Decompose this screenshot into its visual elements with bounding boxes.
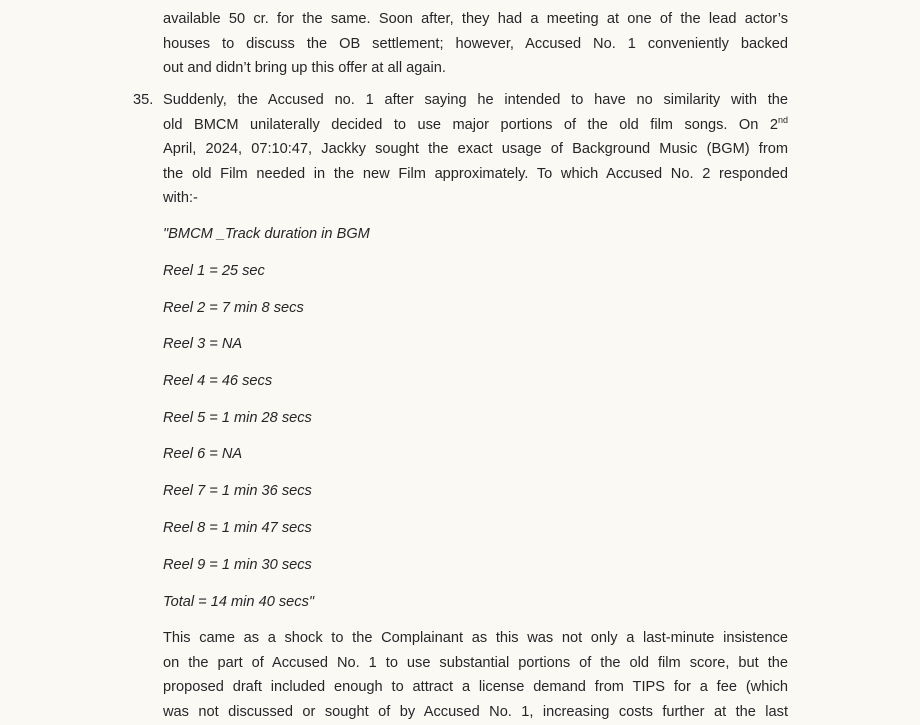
reel-line: Reel 5 = 1 min 28 secs: [163, 410, 312, 426]
quote-heading: "BMCM _Track duration in BGM: [163, 226, 370, 242]
reel-line: Reel 6 = NA: [163, 446, 243, 462]
reel-line: Reel 7 = 1 min 36 secs: [163, 483, 312, 499]
text-line: out and didn’t bring up this offer at all again.: [163, 60, 446, 77]
reel-line: Reel 2 = 7 min 8 secs: [163, 300, 304, 316]
text-line: proposed draft included enough to attract a license demand from TIPS for a fee (which: [163, 679, 788, 696]
text-line: on the part of Accused No. 1 to use substantial portions of the old film score, but the: [163, 654, 788, 671]
text-line: available 50 cr. for the same. Soon after, they had a meeting at one of the lead actor’s: [163, 11, 788, 27]
reel-line: Reel 1 = 25 sec: [163, 263, 265, 279]
text-line: with:-: [163, 190, 198, 207]
superscript: nd: [777, 114, 788, 125]
text-line: [163, 113, 788, 138]
paragraph-number: 35.: [133, 92, 154, 108]
reel-line: Reel 4 = 46 secs: [163, 373, 273, 389]
reel-line: Reel 9 = 1 min 30 secs: [163, 557, 312, 573]
text-line: the old Film needed in the new Film approximately. To which Accused No. 2 responded: [163, 165, 788, 182]
quote-total: Total = 14 min 40 secs": [163, 594, 315, 610]
text-line: houses to discuss the OB settlement; however, Accused No. 1 conveniently backed: [163, 35, 788, 52]
reel-line: Reel 3 = NA: [163, 336, 243, 352]
paragraph-35: [163, 88, 788, 211]
continuation-paragraph: [163, 7, 788, 81]
text-line: Suddenly, the Accused no. 1 after saying he intended to have no similarity with the: [163, 92, 788, 108]
text-line: April, 2024, 07:10:47, Jackky sought the exact usage of Background Music (BGM) from: [163, 141, 788, 158]
text-line: This came as a shock to the Complainant as this was not only a last-minute insistence: [163, 630, 788, 646]
reel-line: Reel 8 = 1 min 47 secs: [163, 520, 312, 536]
text-fragment: old BMCM unilaterally decided to use major portions of the old film songs. On 2: [163, 116, 778, 133]
closing-paragraph: [163, 626, 788, 724]
text-line: was not discussed or sought of by Accused No. 1, increasing costs further at the last: [163, 703, 788, 720]
